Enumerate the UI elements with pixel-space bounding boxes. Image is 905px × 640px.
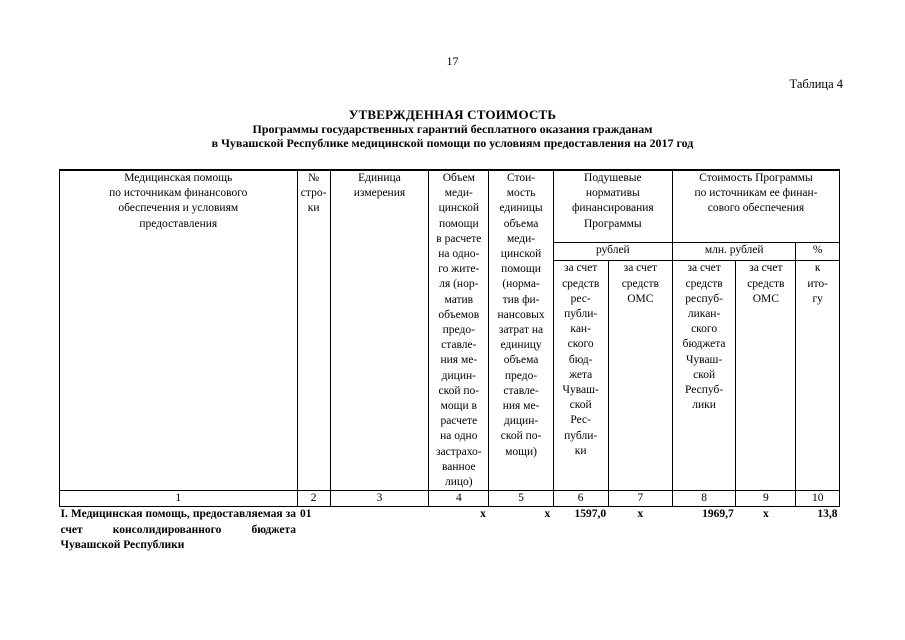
row-republic-cost: 1969,7 [702,508,734,521]
header-mln-rub: млн. рублей [672,242,795,261]
header-group-cost: Стоимость Программы по источникам ее финан- сового обеспечения [672,170,839,242]
title-line-3: в Чувашской Республике медицинской помощи по условиям предоставления на 2017 год [211,136,694,150]
title-line-2: Программы государственных гарантий бесплатного оказания гражданам [252,122,653,136]
column-number: 3 [330,491,429,507]
row-republic-normative: 1597,0 [574,508,607,521]
header-col-10: к ито- гу [796,261,840,491]
row-percent: 13,8 [817,508,838,521]
table-row [60,507,840,554]
header-rub: рублей [553,242,672,261]
header-col-9: за счет средств ОМС [736,261,796,491]
document-title [0,108,905,150]
row-volume: х [480,508,486,521]
column-number: 2 [297,491,330,507]
header-percent: % [796,242,840,261]
row-unit [330,507,429,554]
row-line-number: 01 [300,508,312,521]
column-number: 1 [60,491,298,507]
header-group-normatives: Подушевые нормативы финансирования Программы [553,170,672,242]
column-number: 9 [736,491,796,507]
header-row-1 [60,170,840,242]
title-main: УТВЕРЖДЕННАЯ СТОИМОСТЬ [348,107,557,122]
cost-table [59,169,840,554]
column-number: 7 [608,491,672,507]
column-number: 8 [672,491,735,507]
column-number: 10 [796,491,840,507]
column-number: 6 [553,491,608,507]
header-col-2: № стро- ки [297,170,330,491]
header-col-5: Стои- мость единицы объема меди- цинской помощи (норма- тив фи- нансовых затрат на единицу объема предо- ставле- ния ме- дицин- ской по- мощи) [489,170,553,491]
column-number: 5 [489,491,553,507]
header-col-7: за счет средств ОМС [608,261,672,491]
row-oms-normative: х [637,508,644,521]
column-number: 4 [429,491,489,507]
header-col-3: Единица измерения [330,170,429,491]
page-number: 17 [446,54,459,68]
row-oms-cost: х [762,508,769,521]
header-col-4: Объем меди- цинской помощи в расчете на одно- го жите- ля (нор- матив объемов предо- ставле- ния ме- дицин- ской по- мощи в расчете на одно застрахо- ванное лицо) [429,170,489,491]
table-label: Таблица 4 [789,77,843,91]
row-unit-cost: х [544,508,551,521]
header-col-6: за счет средств рес- публи- кан- ского бюд- жета Чуваш- ской Рес- публи- ки [553,261,608,491]
header-col-1: Медицинская помощь по источникам финансового обеспечения и условиям предоставления [60,170,298,491]
column-number-row [60,491,840,507]
row-name: I. Медицинская помощь, предоставляемая за счет консолидированного бюджета Чувашской Республики [60,508,297,552]
header-col-8: за счет средств респуб- ликан- ского бюджета Чуваш- ской Респуб- лики [672,261,735,491]
